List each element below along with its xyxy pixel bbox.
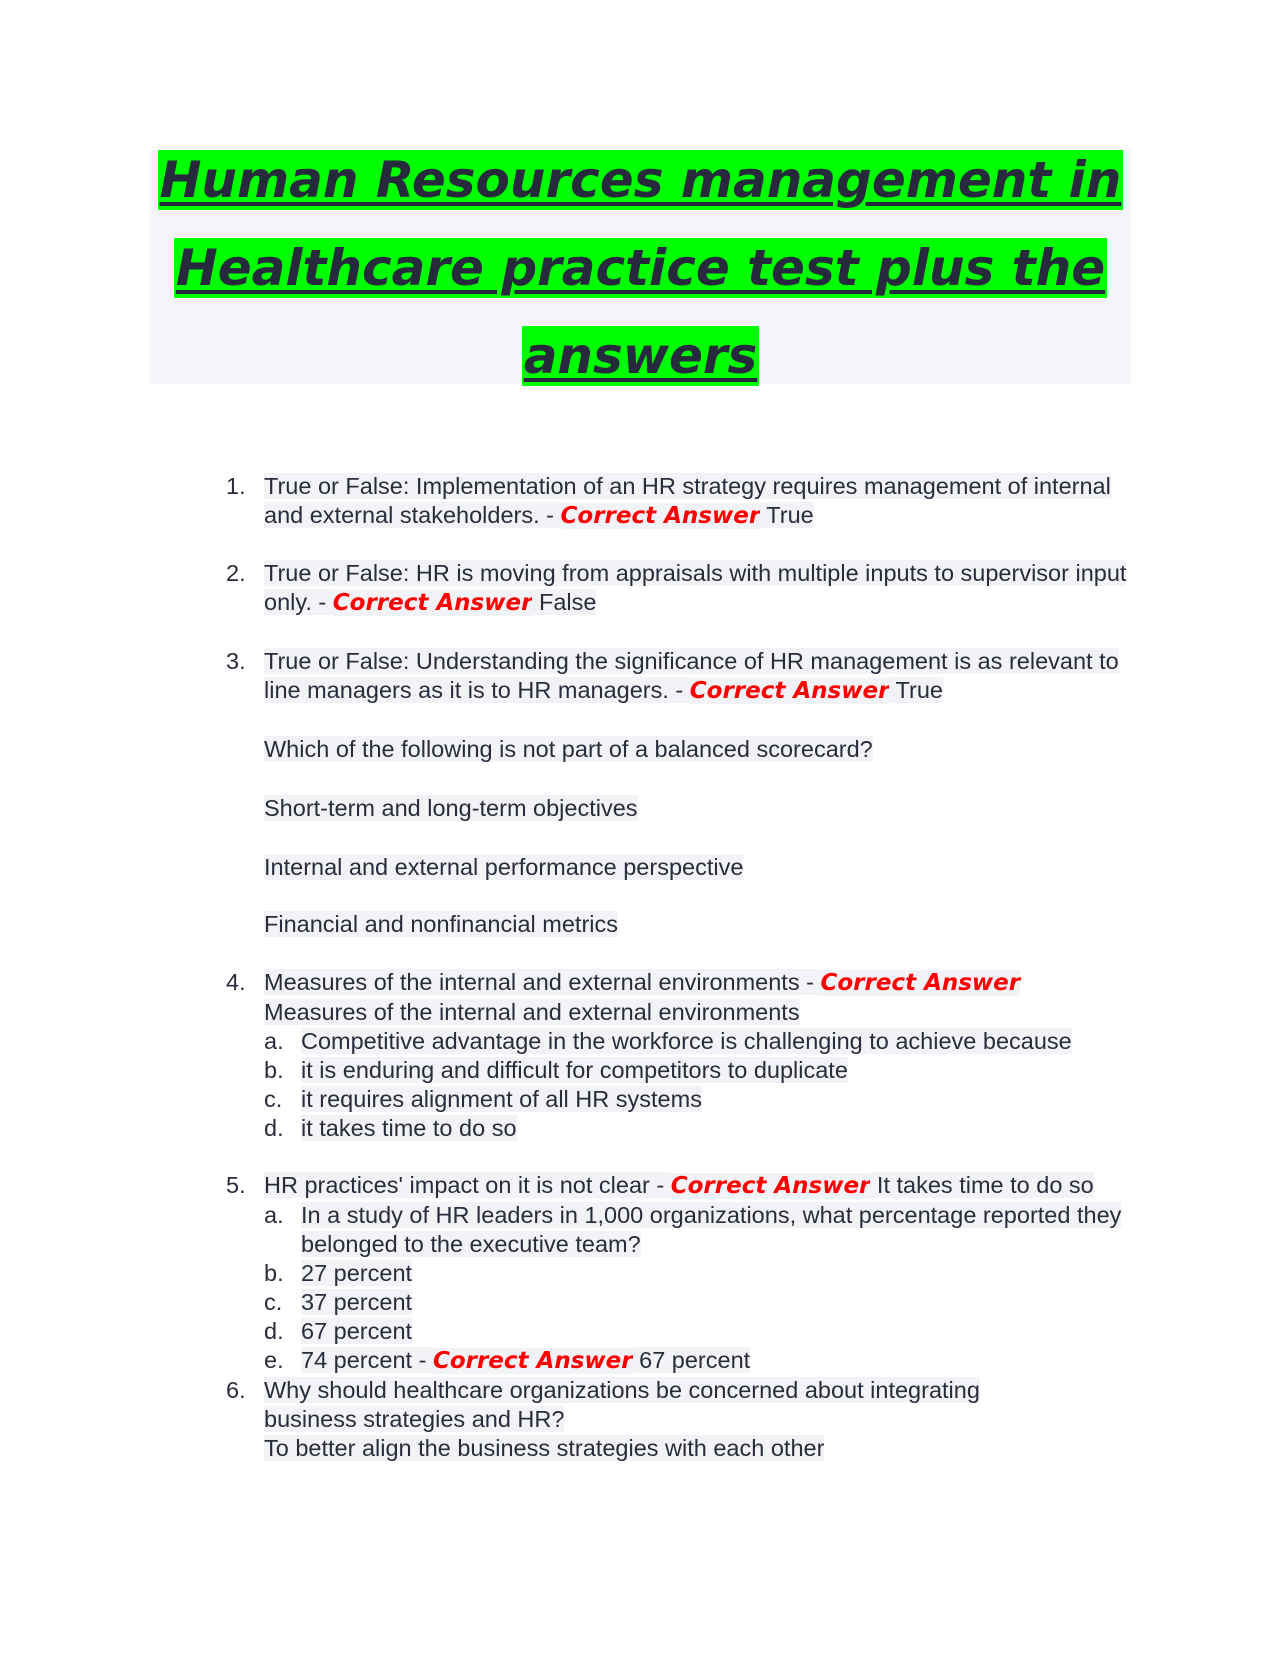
list-number: 6. <box>226 1377 246 1403</box>
question-text: HR practices' impact on it is not clear - <box>264 1172 671 1198</box>
sub-item: b. 27 percent <box>264 1260 413 1286</box>
sub-item: d. it takes time to do so <box>264 1115 517 1141</box>
sub-item: b. it is enduring and difficult for competitors to duplicate <box>264 1057 848 1083</box>
list-number: 5. <box>226 1172 246 1198</box>
title-line-2: Healthcare practice test plus the <box>175 239 1106 297</box>
correct-answer-label: Correct Answer <box>820 970 1021 996</box>
answer-text: True <box>889 677 943 703</box>
answer-text: To better align the business strategies with each other <box>264 1435 825 1461</box>
correct-answer-label: Correct Answer <box>670 1173 871 1199</box>
question-3 <box>226 647 1130 706</box>
list-number: 2. <box>226 560 246 586</box>
answer-text: Measures of the internal and external environments <box>264 999 800 1025</box>
correct-answer-label: Correct Answer <box>432 1348 633 1374</box>
answer-text: True <box>760 502 814 528</box>
paragraph: Internal and external performance perspective <box>264 854 744 880</box>
question-2 <box>226 559 1130 618</box>
sub-item: a. In a study of HR leaders in 1,000 organizations, what percentage reported they belonged to the executive team? <box>264 1202 1122 1257</box>
question-4 <box>226 968 1130 1143</box>
correct-answer-label: Correct Answer <box>689 678 890 704</box>
sub-item: e. 74 percent - Correct Answer 67 percent <box>264 1347 751 1374</box>
question-text: Measures of the internal and external environments - <box>264 969 821 995</box>
paragraph: Financial and nonfinancial metrics <box>264 911 618 937</box>
answer-text: It takes time to do so <box>870 1172 1094 1198</box>
paragraph: Short-term and long-term objectives <box>264 795 638 821</box>
sub-item: c. it requires alignment of all HR systems <box>264 1086 702 1112</box>
question-text: True or False: HR is moving from appraisals with multiple inputs to supervisor input only. - <box>264 560 1127 615</box>
question-text: Why should healthcare organizations be concerned about integrating business strategies and HR? <box>264 1377 980 1432</box>
document-title <box>150 150 1131 384</box>
correct-answer-label: Correct Answer <box>560 503 761 529</box>
question-1 <box>226 472 1130 531</box>
correct-answer-label: Correct Answer <box>332 590 533 616</box>
sub-item: a. Competitive advantage in the workforce is challenging to achieve because <box>264 1028 1072 1054</box>
list-number: 1. <box>226 473 246 499</box>
sub-item: d. 67 percent <box>264 1318 413 1344</box>
question-5 <box>226 1171 1130 1463</box>
answer-text: False <box>532 589 597 615</box>
title-line-1: Human Resources management in <box>159 151 1122 209</box>
question-text: True or False: Implementation of an HR strategy requires management of internal and external stakeholders. - <box>264 473 1111 528</box>
list-number: 4. <box>226 969 246 995</box>
question-text: True or False: Understanding the significance of HR management is as relevant to line managers as it is to HR managers. - <box>264 648 1119 703</box>
list-number: 3. <box>226 648 246 674</box>
sub-item: c. 37 percent <box>264 1289 413 1315</box>
title-line-3: answers <box>523 327 758 385</box>
paragraph: Which of the following is not part of a balanced scorecard? <box>264 736 873 762</box>
